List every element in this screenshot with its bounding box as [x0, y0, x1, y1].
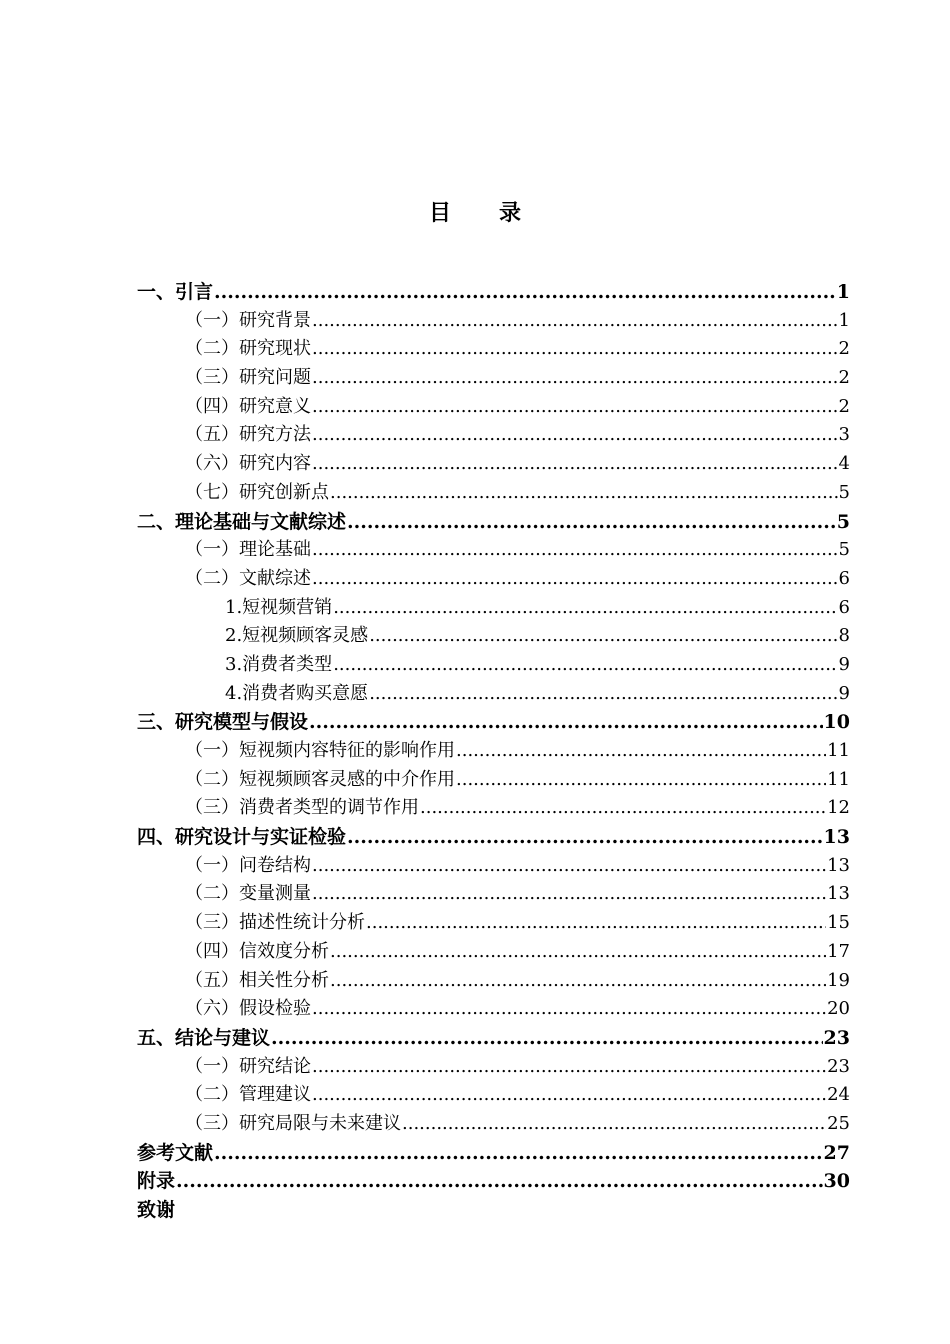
toc-entry-label: 五、结论与建议	[137, 1026, 271, 1049]
toc-entry-label: （四）信效度分析	[185, 940, 329, 962]
toc-entry-label: 一、引言	[137, 281, 214, 303]
toc-entry[interactable]	[137, 364, 850, 393]
toc-entry[interactable]	[137, 766, 850, 795]
toc-dot-leader	[312, 565, 838, 594]
toc-entry[interactable]	[137, 651, 850, 680]
toc-entry-page-number: 6	[838, 567, 850, 589]
toc-title	[0, 196, 950, 227]
toc-entry-page-number: 9	[838, 682, 850, 704]
toc-entry-label: （二）研究现状	[185, 338, 311, 360]
toc-dot-leader	[456, 737, 826, 766]
toc-entry-label: 三、研究模型与假设	[137, 711, 309, 734]
toc-entry-page-number: 20	[827, 998, 850, 1020]
toc-entry-label: 3.消费者类型	[225, 653, 333, 675]
toc-entry-page-number: 25	[827, 1112, 850, 1134]
toc-entry-page-number: 2	[838, 367, 850, 389]
toc-entry-page-number: 2	[838, 395, 850, 417]
toc-entry[interactable]	[137, 737, 850, 766]
toc-entry-label: 四、研究设计与实证检验	[137, 826, 347, 849]
toc-entry-label: （一）理论基础	[185, 539, 311, 561]
toc-dot-leader	[369, 622, 837, 651]
toc-dot-leader	[333, 594, 837, 623]
toc-entry-label: （三）消费者类型的调节作用	[185, 797, 419, 819]
toc-dot-leader	[312, 393, 838, 422]
toc-dot-leader	[330, 938, 826, 967]
toc-dot-leader	[214, 1139, 823, 1168]
toc-title-char: 录	[499, 201, 522, 226]
toc-dot-leader	[330, 967, 826, 996]
toc-entry-page-number: 2	[838, 338, 850, 360]
toc-entry-page-number: 12	[827, 797, 850, 819]
toc-entry-page-number: 1	[838, 309, 850, 331]
toc-entry-page-number: 11	[827, 740, 850, 761]
toc-entry-label: （一）短视频内容特征的影响作用	[185, 740, 455, 761]
toc-entry[interactable]	[137, 421, 850, 450]
toc-entry-page-number: 5	[836, 510, 850, 533]
toc-entry[interactable]	[137, 1139, 850, 1168]
toc-entry-label: （一）研究结论	[185, 1055, 311, 1077]
toc-entry[interactable]	[137, 479, 850, 508]
toc-entry-label: （六）假设检验	[185, 998, 311, 1020]
toc-entry[interactable]	[137, 794, 850, 823]
toc-entry-page-number: 30	[823, 1170, 850, 1193]
toc-entry-page-number: 5	[838, 539, 850, 561]
toc-entry[interactable]	[137, 278, 850, 307]
toc-dot-leader	[330, 479, 838, 508]
toc-dot-leader	[271, 1024, 823, 1053]
toc-dot-leader	[366, 909, 826, 938]
toc-entry[interactable]	[137, 880, 850, 909]
toc-entry[interactable]	[137, 995, 850, 1024]
toc-dot-leader	[347, 508, 836, 537]
toc-entry-label: （二）变量测量	[185, 883, 311, 905]
toc-entry-page-number: 1	[836, 281, 850, 303]
toc-entry[interactable]	[137, 1081, 850, 1110]
toc-entry[interactable]	[137, 938, 850, 967]
toc-entry-label: （二）文献综述	[185, 567, 311, 589]
toc-entry-label: （六）研究内容	[185, 453, 311, 475]
toc-entry-label: 致谢	[137, 1199, 176, 1221]
toc-entry-label: （三）研究问题	[185, 367, 311, 389]
toc-entry-label: 4.消费者购买意愿	[225, 682, 369, 704]
toc-entry-page-number: 17	[827, 940, 850, 962]
toc-entry-label: 参考文献	[137, 1141, 214, 1164]
toc-entry-page-number: 19	[827, 969, 850, 991]
toc-entry-page-number: 6	[838, 596, 850, 618]
toc-entry-page-number: 15	[827, 912, 850, 934]
toc-entry-page-number: 5	[838, 481, 850, 503]
toc-entry[interactable]	[137, 536, 850, 565]
toc-dot-leader	[214, 278, 836, 307]
toc-dot-leader	[312, 335, 838, 364]
toc-entry-label: （一）问卷结构	[185, 854, 311, 876]
toc-entry[interactable]	[137, 307, 850, 336]
toc-entry-label: （四）研究意义	[185, 395, 311, 417]
toc-dot-leader	[309, 708, 823, 737]
toc-entry-label: （五）相关性分析	[185, 969, 329, 991]
toc-entry-label: （七）研究创新点	[185, 481, 329, 503]
toc-entry-page-number: 4	[838, 453, 850, 475]
toc-entry[interactable]	[137, 852, 850, 881]
toc-dot-leader	[333, 651, 837, 680]
toc-entry-label: 附录	[137, 1170, 176, 1193]
toc-entry-page-number: 8	[838, 625, 850, 647]
toc-dot-leader	[312, 880, 826, 909]
toc-entry-label: （二）短视频顾客灵感的中介作用	[185, 768, 455, 790]
toc-dot-leader	[312, 995, 826, 1024]
toc-entry-page-number: 11	[827, 768, 850, 790]
toc-entry-page-number: 10	[823, 711, 850, 734]
toc-entry[interactable]	[137, 393, 850, 422]
toc-entry-page-number: 27	[823, 1141, 850, 1164]
toc-entry[interactable]	[137, 1053, 850, 1082]
toc-entry-page-number: 23	[823, 1026, 850, 1049]
toc-entry-label: 2.短视频顾客灵感	[225, 625, 369, 647]
toc-dot-leader	[312, 536, 838, 565]
toc-dot-leader	[312, 421, 838, 450]
toc-dot-leader	[456, 766, 826, 795]
toc-entry[interactable]	[137, 823, 850, 852]
toc-dot-leader	[312, 852, 826, 881]
toc-entry[interactable]	[137, 909, 850, 938]
toc-entry-page-number: 3	[838, 424, 850, 446]
toc-entry[interactable]	[137, 967, 850, 996]
toc-dot-leader	[312, 1081, 826, 1110]
toc-dot-leader	[312, 364, 838, 393]
toc-entry-page-number: 13	[827, 883, 850, 905]
toc-entry-label: 1.短视频营销	[225, 596, 333, 618]
toc-entry[interactable]	[137, 565, 850, 594]
toc-dot-leader	[312, 1053, 826, 1082]
toc-entry-label: （三）描述性统计分析	[185, 912, 365, 934]
toc-entry[interactable]	[137, 1024, 850, 1053]
toc-entry[interactable]	[137, 1196, 850, 1225]
toc-entry-page-number: 23	[827, 1055, 850, 1077]
toc-dot-leader	[176, 1167, 823, 1196]
toc-title-char: 目	[428, 201, 451, 226]
toc-entry-label: （三）研究局限与未来建议	[185, 1112, 401, 1134]
toc-entry-label: （二）管理建议	[185, 1084, 311, 1106]
toc-dot-leader	[420, 794, 826, 823]
toc-entry-label: （五）研究方法	[185, 424, 311, 446]
toc-entry-page-number: 24	[827, 1084, 850, 1106]
toc-entry[interactable]	[137, 1110, 850, 1139]
toc-entry-page-number: 9	[838, 653, 850, 675]
toc-entry[interactable]	[137, 335, 850, 364]
toc-entry-label: 二、理论基础与文献综述	[137, 510, 347, 533]
toc-dot-leader	[347, 823, 823, 852]
toc-entry[interactable]	[137, 450, 850, 479]
toc-entry[interactable]	[137, 508, 850, 537]
toc-dot-leader	[402, 1110, 826, 1139]
toc-entry[interactable]	[137, 622, 850, 651]
toc-entry[interactable]	[137, 594, 850, 623]
toc-entry[interactable]	[137, 680, 850, 709]
toc-entry-page-number: 13	[823, 826, 850, 849]
toc-entry[interactable]	[137, 708, 850, 737]
toc-dot-leader	[312, 307, 838, 336]
toc-entry-label: （一）研究背景	[185, 309, 311, 331]
toc-dot-leader	[369, 680, 837, 709]
toc-dot-leader	[312, 450, 838, 479]
toc-entry[interactable]	[137, 1167, 850, 1196]
toc-entry-page-number: 13	[827, 854, 850, 876]
table-of-contents	[137, 278, 850, 1225]
